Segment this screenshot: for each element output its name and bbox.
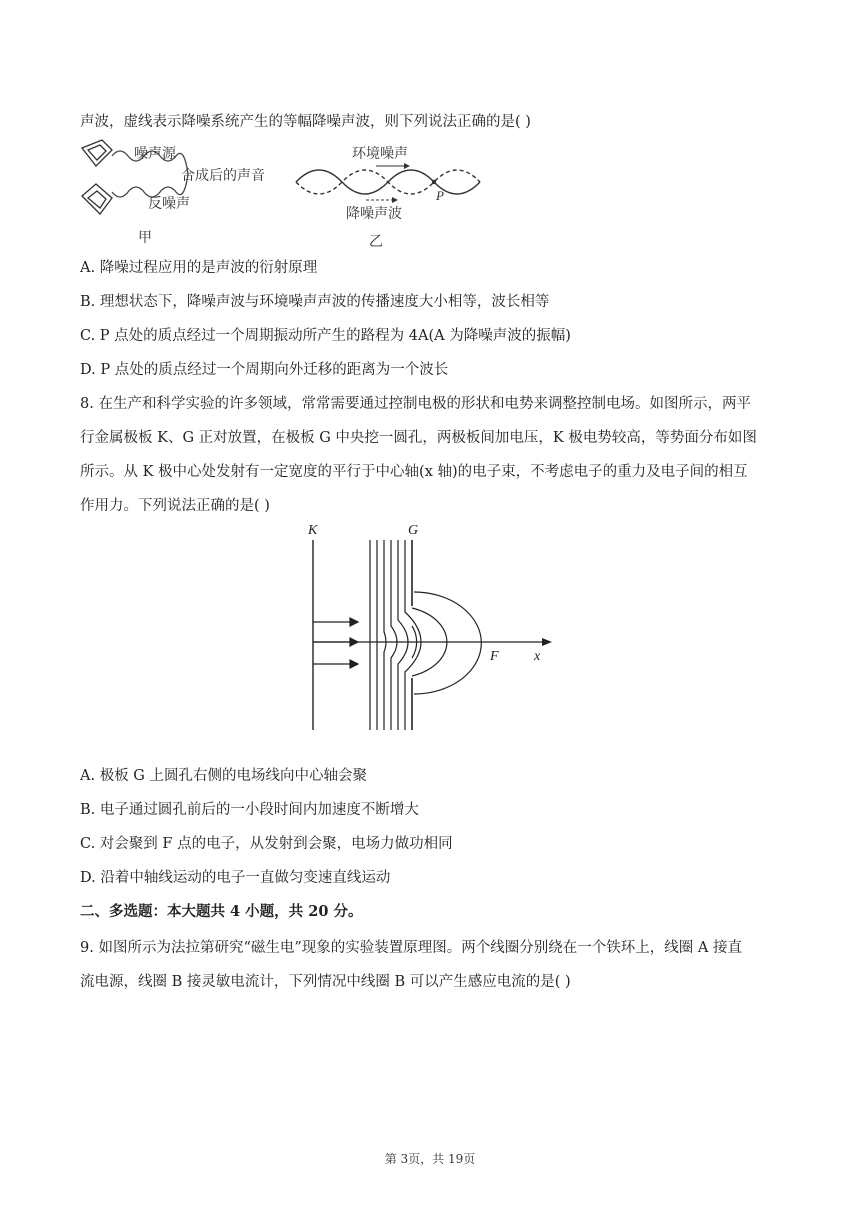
x-axis-arrowhead — [542, 638, 552, 646]
anti-wave-arrowhead — [392, 197, 398, 203]
noise-cancel-figure — [76, 136, 496, 252]
plate-k-label: K — [308, 523, 318, 538]
anti-noise-label: 反噪声 — [148, 195, 190, 211]
q8-stem-line-4: 作用力。下列说法正确的是( ) — [80, 498, 270, 514]
env-noise-label: 环境噪声 — [352, 145, 408, 161]
q8-option-a: A. 极板 G 上圆孔右侧的电场线向中心轴会聚 — [80, 768, 367, 784]
q9-stem-line-1: 9. 如图所示为法拉第研究“磁生电”现象的实验装置原理图。两个线圈分别绕在一个铁环上，线圈 A 接直 — [80, 940, 742, 956]
x-axis-label: x — [534, 649, 541, 664]
combined-sound-label: 合成后的声音 — [181, 167, 265, 183]
q8-option-c: C. 对会聚到 F 点的电子，从发射到会聚，电场力做功相同 — [80, 836, 453, 852]
field-arcs — [412, 592, 481, 694]
page-footer: 第 3页，共 19页 — [384, 1152, 476, 1166]
q8-option-b: B. 电子通过圆孔前后的一小段时间内加速度不断增大 — [80, 802, 419, 818]
anti-noise-wave-line — [112, 174, 188, 197]
caption-yi: 乙 — [369, 233, 383, 249]
electrode-figure — [292, 518, 562, 738]
point-p-marker — [432, 180, 436, 184]
plate-g-label: G — [408, 523, 419, 538]
q7-option-c: C. P 点处的质点经过一个周期振动所产生的路程为 4A(A 为降噪声波的振幅) — [80, 328, 571, 344]
q7-option-d: D. P 点处的质点经过一个周期向外迁移的距离为一个波长 — [80, 362, 449, 378]
anti-wave-label: 降噪声波 — [346, 205, 402, 221]
q7-option-a: A. 降噪过程应用的是声波的衍射原理 — [80, 260, 318, 276]
q8-option-d: D. 沿着中轴线运动的电子一直做匀变速直线运动 — [80, 870, 391, 886]
q8-stem-line-1: 8. 在生产和科学实验的许多领域，常常需要通过控制电极的形状和电势来调整控制电场。如图所示，两平 — [80, 396, 751, 412]
caption-jia: 甲 — [138, 229, 152, 245]
noise-source-label: 噪声源 — [134, 145, 176, 161]
q9-stem-line-2: 流电源，线圈 B 接灵敏电流计，下列情况中线圈 B 可以产生感应电流的是( ) — [80, 974, 571, 990]
q7-intro: 声波，虚线表示降噪系统产生的等幅降噪声波，则下列说法正确的是( ) — [80, 114, 531, 130]
electron-beam-arrows — [313, 618, 358, 668]
anti-noise-wave — [296, 170, 480, 194]
focus-f-label: F — [490, 649, 499, 664]
env-noise-arrowhead — [404, 163, 410, 169]
speaker-top-icon — [82, 140, 112, 166]
q8-stem-line-3: 所示。从 K 极中心处发射有一定宽度的平行于中心轴(x 轴)的电子束，不考虑电子的重力及电子间的相互 — [80, 464, 748, 480]
speaker-bottom-icon — [82, 184, 112, 214]
section-heading-multi-choice: 二、多选题：本大题共 4 小题，共 20 分。 — [80, 903, 363, 920]
q7-option-b: B. 理想状态下，降噪声波与环境噪声声波的传播速度大小相等，波长相等 — [80, 294, 550, 310]
point-p-label: P — [436, 188, 444, 203]
q8-stem-line-2: 行金属极板 K、G 正对放置，在极板 G 中央挖一圆孔，两极板间加电压，K 极电势较高，等势面分布如图 — [80, 430, 757, 446]
equipotential-lines — [370, 540, 421, 730]
